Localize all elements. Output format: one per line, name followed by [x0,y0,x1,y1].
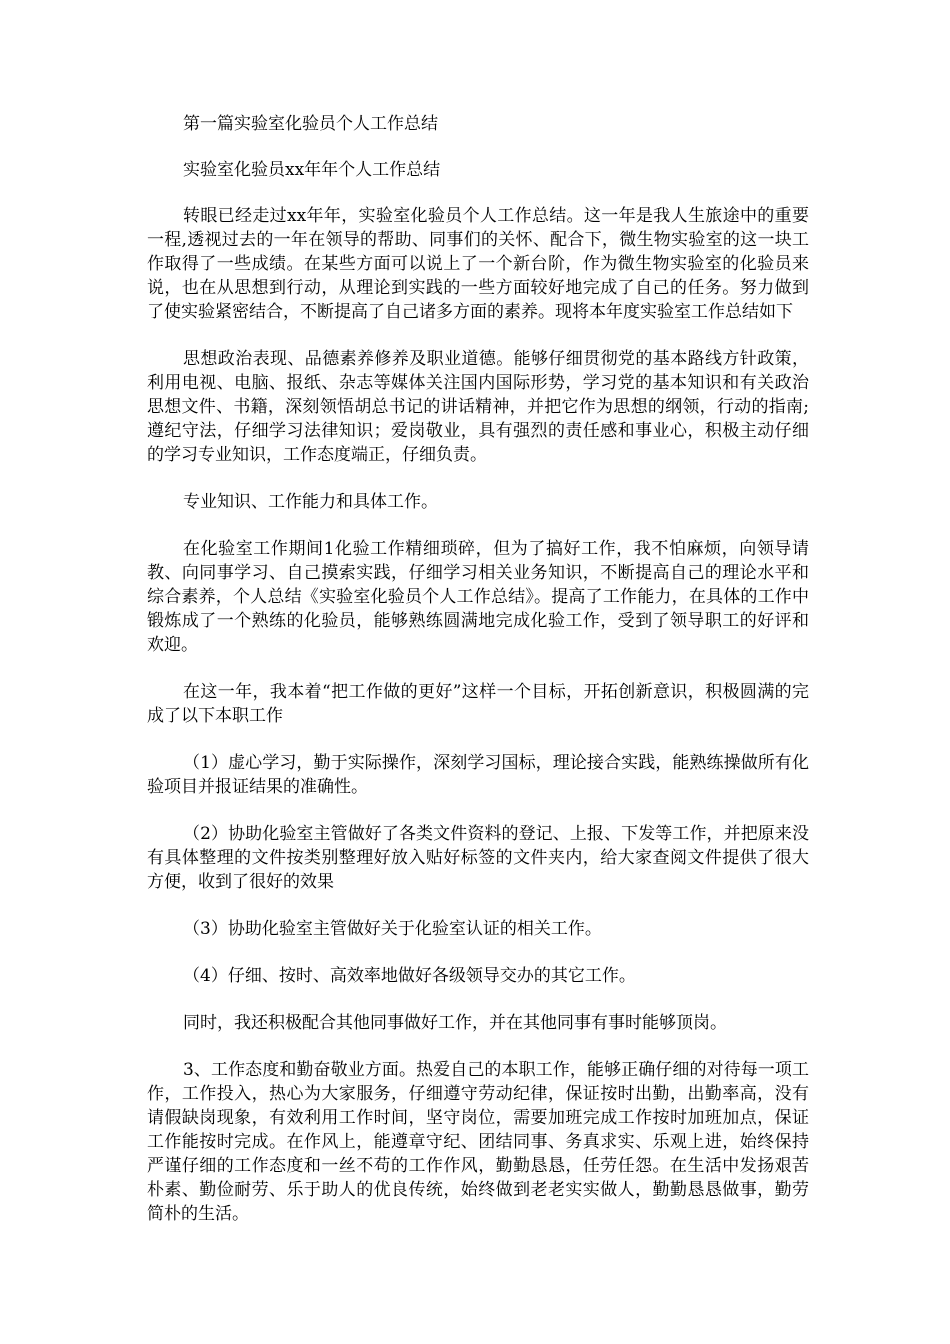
document-title: 第一篇实验室化验员个人工作总结 [183,114,438,134]
list-item-3: （3）协助化验室主管做好关于化验室认证的相关工作。 [183,919,602,939]
list-item-2: （2）协助化验室主管做好了各类文件资料的登记、上报、下发等工作，并把原来没有具体整理的文件按类别整理好放入贴好标签的文件夹内，给大家查阅文件提供了很大方便，收到了很好的效果 [147,824,809,892]
list-item-1: （1）虚心学习，勤于实际操作，深刻学习国标，理论接合实践，能熟练操做所有化验项目并报证结果的准确性。 [147,753,809,797]
document-body [147,112,809,1249]
paragraph-cooperation: 同时，我还积极配合其他同事做好工作，并在其他同事有事时能够顶岗。 [183,1013,727,1033]
list-item-4: （4）仔细、按时、高效率地做好各级领导交办的其它工作。 [183,966,636,986]
paragraph-intro: 转眼已经走过xx年年，实验室化验员个人工作总结。这一年是我人生旅途中的重要一程,透视过去的一年在领导的帮助、同事们的关怀、配合下，微生物实验室的这一块工作取得了一些成绩。在某些方面可以说上了一个新台阶，作为微生物实验室的化验员来说，也在从思想到行动，从理论到实践的一些方面较好地完成了自己的任务。努力做到了使实验紧密结合，不断提高了自己诸多方面的素养。现将本年度实验室工作总结如下 [147,206,809,322]
paragraph-attitude: 3、工作态度和勤奋敬业方面。热爱自己的本职工作，能够正确仔细的对待每一项工作，工作投入，热心为大家服务，仔细遵守劳动纪律，保证按时出勤，出勤率高，没有请假缺岗现象，有效利用工作时间，坚守岗位，需要加班完成工作按时加班加点，保证工作能按时完成。在作风上，能遵章守纪、团结同事、务真求实、乐观上进，始终保持严谨仔细的工作态度和一丝不苟的工作作风，勤勤恳恳，任劳任怨。在生活中发扬艰苦朴素、勤俭耐劳、乐于助人的优良传统，始终做到老老实实做人，勤勤恳恳做事，勤劳简朴的生活。 [147,1060,809,1224]
paragraph-lab-work: 在化验室工作期间1化验工作精细琐碎，但为了搞好工作，我不怕麻烦，向领导请教、向同事学习、自己摸索实践，仔细学习相关业务知识，不断提高自己的理论水平和综合素养，个人总结《实验室化验员个人工作总结》。提高了工作能力，在具体的工作中锻炼成了一个熟练的化验员，能够熟练圆满地完成化验工作，受到了领导职工的好评和欢迎。 [147,539,809,655]
section-heading-professional: 专业知识、工作能力和具体工作。 [183,492,438,512]
paragraph-political: 思想政治表现、品德素养修养及职业道德。能够仔细贯彻党的基本路线方针政策，利用电视、电脑、报纸、杂志等媒体关注国内国际形势，学习党的基本知识和有关政治思想文件、书籍，深刻领悟胡总书记的讲话精神，并把它作为思想的纲领，行动的指南;遵纪守法，仔细学习法律知识；爱岗敬业，具有强烈的责任感和事业心，积极主动仔细的学习专业知识，工作态度端正，仔细负责。 [147,349,809,465]
document-subtitle: 实验室化验员xx年年个人工作总结 [183,160,441,180]
paragraph-goal: 在这一年，我本着“把工作做的更好”这样一个目标，开拓创新意识，积极圆满的完成了以下本职工作 [147,682,809,726]
